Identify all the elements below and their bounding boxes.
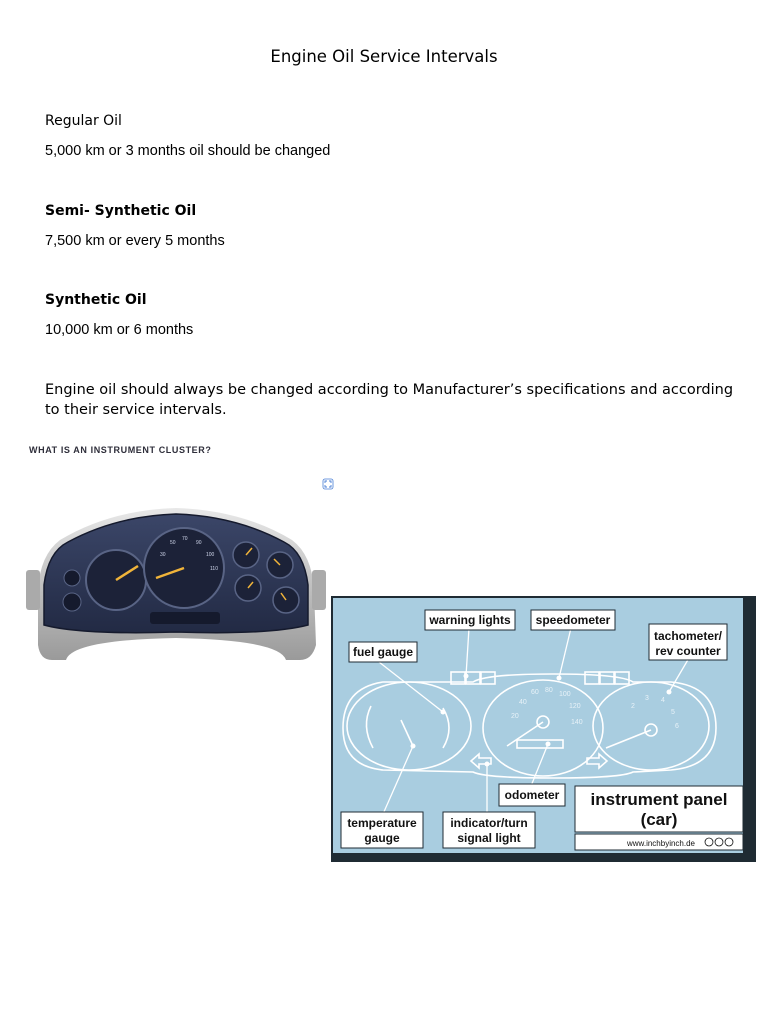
speedometer-label: speedometer xyxy=(535,613,611,627)
semi-synthetic-oil-interval: 7,500 km or every 5 months xyxy=(45,233,225,249)
panel-title-line1: instrument panel xyxy=(590,790,728,809)
regular-oil-heading: Regular Oil xyxy=(45,113,122,129)
warning-lights-label: warning lights xyxy=(429,613,511,627)
svg-text:90: 90 xyxy=(196,540,202,546)
indicator-label-line2: signal light xyxy=(457,831,521,845)
svg-text:120: 120 xyxy=(569,703,581,710)
fuel-gauge-label: fuel gauge xyxy=(352,645,414,659)
svg-text:40: 40 xyxy=(519,699,527,706)
indicator-label-line1: indicator/turn xyxy=(450,816,528,830)
synthetic-oil-interval: 10,000 km or 6 months xyxy=(45,322,194,338)
svg-text:100: 100 xyxy=(206,552,215,558)
svg-text:3: 3 xyxy=(645,695,649,702)
expand-icon[interactable] xyxy=(322,478,334,490)
manufacturer-note: Engine oil should always be changed according to Manufacturer’s specifications and according to their service intervals. xyxy=(45,382,734,418)
diagram-credit: www.inchbyinch.de xyxy=(626,839,696,848)
svg-text:5: 5 xyxy=(671,709,675,716)
temperature-gauge-label-line1: temperature xyxy=(347,816,417,830)
svg-text:100: 100 xyxy=(559,691,571,698)
semi-synthetic-oil-heading: Semi- Synthetic Oil xyxy=(45,203,197,219)
tachometer-label-line1: tachometer/ xyxy=(653,629,723,643)
svg-text:60: 60 xyxy=(531,689,539,696)
regular-oil-interval: 5,000 km or 3 months oil should be changed xyxy=(45,143,331,159)
svg-text:30: 30 xyxy=(160,552,166,558)
svg-text:80: 80 xyxy=(545,687,553,694)
svg-text:70: 70 xyxy=(182,536,188,542)
svg-text:4: 4 xyxy=(661,697,665,704)
svg-text:2: 2 xyxy=(631,703,635,710)
svg-text:6: 6 xyxy=(675,723,679,730)
temperature-gauge-label-line2: gauge xyxy=(364,831,400,845)
svg-text:110: 110 xyxy=(210,566,218,572)
svg-text:20: 20 xyxy=(511,713,519,720)
odometer-label: odometer xyxy=(504,788,560,802)
svg-text:140: 140 xyxy=(571,719,583,726)
tachometer-label-line2: rev counter xyxy=(655,644,721,658)
document-title: Engine Oil Service Intervals xyxy=(270,47,498,66)
panel-title-line2: (car) xyxy=(640,810,678,829)
instrument-panel-diagram xyxy=(331,596,756,862)
instrument-cluster-photo xyxy=(20,438,332,683)
cluster-photo-heading: WHAT IS AN INSTRUMENT CLUSTER? xyxy=(29,445,212,455)
synthetic-oil-heading: Synthetic Oil xyxy=(45,292,147,308)
cluster-photo-graphic xyxy=(20,460,332,680)
svg-text:50: 50 xyxy=(170,540,176,546)
